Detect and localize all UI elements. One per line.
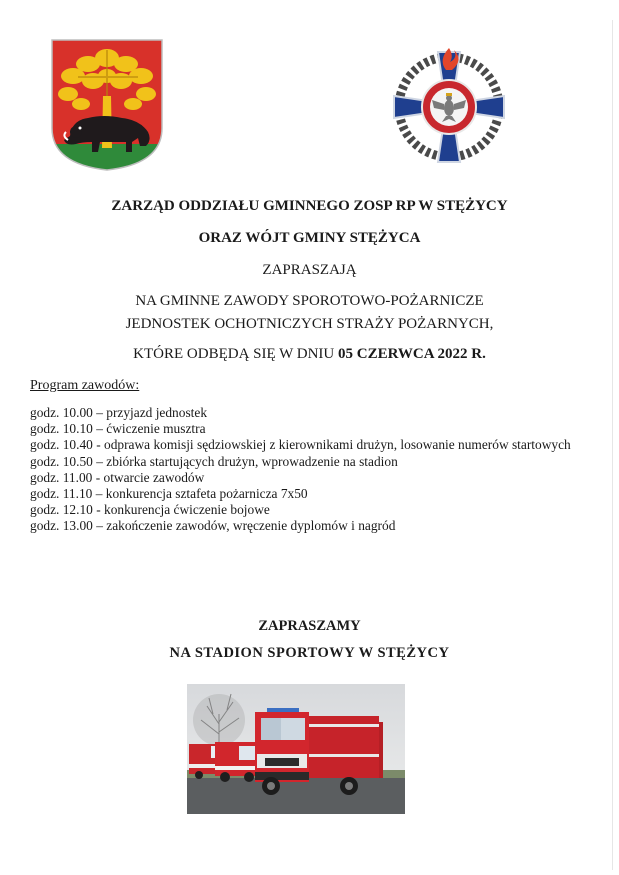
program-item-time: godz. 13.00 — [30, 518, 93, 534]
program-item-text: - otwarcie zawodów — [92, 469, 205, 485]
program-item-text: - konkurencja ćwiczenie bojowe — [92, 502, 270, 518]
program-item — [30, 518, 592, 534]
invitation-line-2: NA STADION SPORTOWY W STĘŻYCY — [169, 645, 450, 661]
program-item-time: godz. 10.50 — [30, 453, 93, 469]
program-item-text: – ćwiczenie musztra — [92, 421, 206, 437]
program-item — [30, 470, 592, 486]
title-line-5: JEDNOSTEK OCHOTNICZYCH STRAŻY POŻARNYCH, — [125, 316, 494, 332]
title-line-2: ORAZ WÓJT GMINY STĘŻYCA — [198, 230, 421, 246]
program-item — [30, 421, 592, 437]
program-item-text: - odprawa komisji sędziowskiej z kierownikami drużyn, losowanie numerów startowych — [92, 437, 571, 453]
program-item — [30, 454, 592, 470]
program-item-time: godz. 11.10 — [30, 486, 93, 502]
program-item-time: godz. 11.00 — [30, 469, 93, 485]
event-date-prefix: KTÓRE ODBĘDĄ SIĘ W DNIU — [133, 346, 339, 362]
title-line-3: ZAPRASZAJĄ — [262, 262, 357, 278]
program-item-time: godz. 10.00 — [30, 405, 93, 420]
program-item-text: – konkurencja sztafeta pożarnicza 7x50 — [92, 486, 308, 502]
program-item — [30, 405, 592, 421]
coat-of-arms-icon — [48, 36, 166, 174]
fire-trucks-photo — [187, 684, 405, 814]
event-date-line — [0, 345, 619, 363]
program-list — [30, 405, 592, 535]
program-item-time: godz. 10.40 — [30, 437, 93, 453]
program-item — [30, 486, 592, 502]
fire-brigade-emblem-icon — [388, 46, 510, 168]
program-item-time: godz. 12.10 — [30, 502, 93, 518]
program-item — [30, 502, 592, 518]
event-date: 05 CZERWCA 2022 R. — [338, 346, 486, 362]
program-item-text: – zbiórka startujących drużyn, wprowadzenie na stadion — [92, 453, 398, 469]
title-line-4: NA GMINNE ZAWODY SPOROTOWO-POŻARNICZE — [135, 293, 484, 309]
program-item — [30, 437, 592, 453]
program-item-text: – zakończenie zawodów, wręczenie dyplomów i nagród — [92, 518, 396, 534]
program-item-time: godz. 10.10 — [30, 421, 93, 437]
invitation-line-1: ZAPRASZAMY — [258, 618, 361, 634]
program-item-text: – przyjazd jednostek — [92, 405, 208, 420]
program-heading: Program zawodów: — [30, 378, 140, 393]
page-edge-divider — [612, 20, 613, 870]
title-line-1: ZARZĄD ODDZIAŁU GMINNEGO ZOSP RP W STĘŻYCY — [111, 198, 508, 214]
